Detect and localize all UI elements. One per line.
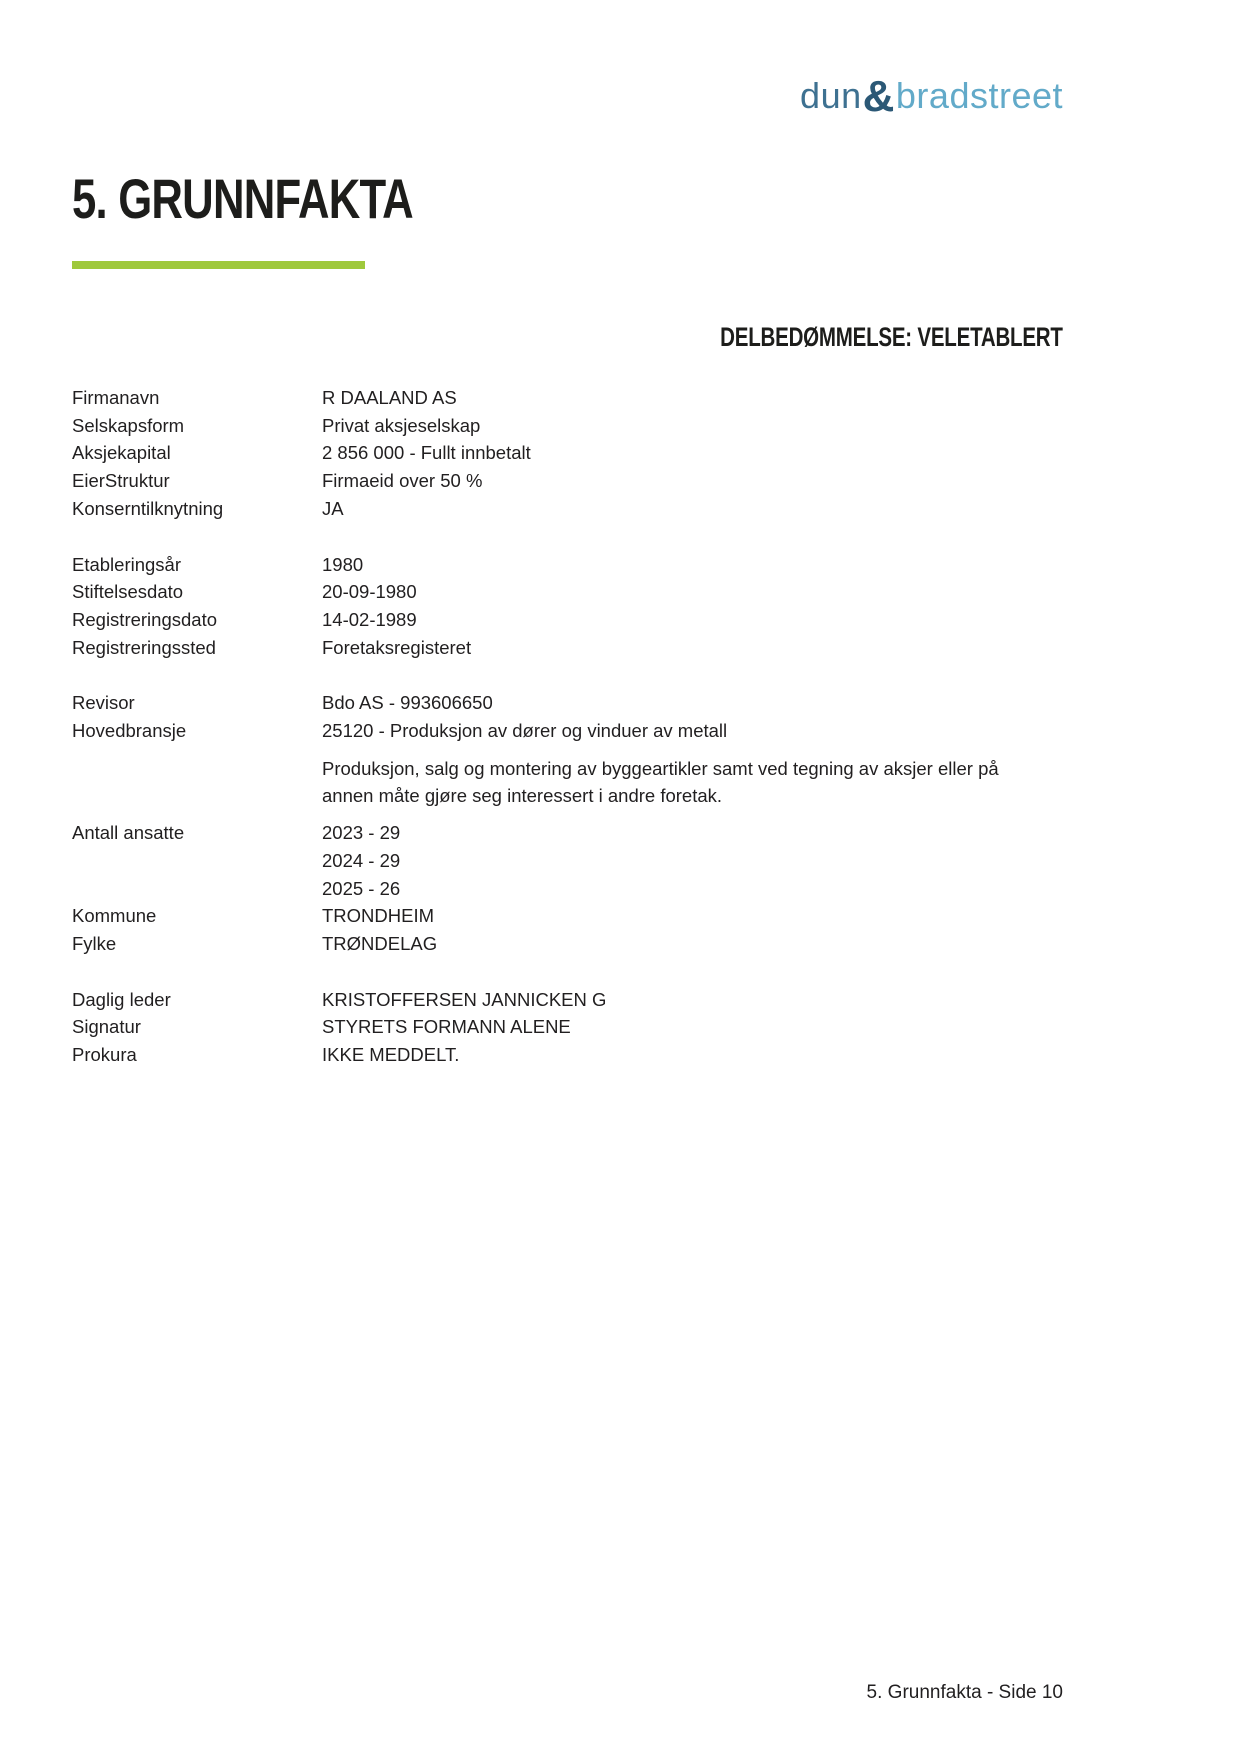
- field-label: Kommune: [72, 905, 157, 927]
- logo-text-dun: dun: [800, 75, 862, 116]
- field-value: 20-09-1980: [322, 581, 417, 603]
- field-row: [72, 606, 1101, 634]
- field-values: [322, 495, 1101, 523]
- field-value: R DAALAND AS: [322, 387, 457, 408]
- field-row: [72, 986, 1101, 1014]
- field-row: [72, 1013, 1101, 1041]
- field-values: [322, 439, 1101, 467]
- field-value: 1980: [322, 553, 364, 575]
- field-row: [72, 412, 1101, 440]
- field-value: Foretaksregisteret: [322, 636, 472, 658]
- field-label: Registreringssted: [72, 636, 216, 658]
- page-title: 5. GRUNNFAKTA: [72, 167, 413, 230]
- field-label: Etableringsår: [72, 553, 182, 575]
- field-value: 25120 - Produksjon av dører og vinduer av metall: [322, 720, 728, 742]
- field-row: [72, 819, 1101, 902]
- field-value: STYRETS FORMANN ALENE: [322, 1016, 571, 1038]
- field-row: [72, 439, 1101, 467]
- field-values: [322, 634, 1101, 662]
- field-label: Daglig leder: [72, 988, 171, 1010]
- field-values: [322, 930, 1101, 958]
- logo-text-bradstreet: bradstreet: [895, 75, 1063, 116]
- field-label: Hovedbransje: [72, 720, 187, 742]
- field-value: TRØNDELAG: [322, 932, 438, 954]
- field-values: [322, 606, 1101, 634]
- field-value: 14-02-1989: [322, 608, 417, 630]
- field-value: Privat aksjeselskap: [322, 414, 481, 436]
- field-values: [322, 819, 1101, 902]
- field-value: KRISTOFFERSEN JANNICKEN G: [322, 988, 607, 1010]
- field-label: Registreringsdato: [72, 608, 217, 630]
- page-footer: 5. Grunnfakta - Side 10: [866, 1682, 1063, 1703]
- field-values: [322, 1013, 1101, 1041]
- field-value: IKKE MEDDELT.: [322, 1044, 460, 1066]
- field-values: [322, 986, 1101, 1014]
- field-label: Selskapsform: [72, 414, 185, 436]
- field-label: Aksjekapital: [72, 442, 171, 464]
- field-value: Firmaeid over 50 %: [322, 470, 483, 492]
- field-value: 2024 - 29: [322, 849, 401, 871]
- field-row: [72, 578, 1101, 606]
- logo-ampersand-icon: &: [862, 72, 895, 121]
- field-row: [72, 930, 1101, 958]
- field-group-4: [72, 986, 1101, 1069]
- field-label: Konserntilknytning: [72, 497, 224, 519]
- dun-and-bradstreet-logo: [800, 72, 1063, 121]
- field-row: [72, 1041, 1101, 1069]
- industry-description-row: [72, 755, 1101, 810]
- field-values: [322, 902, 1101, 930]
- field-value: 2025 - 26: [322, 877, 401, 899]
- field-row: [72, 689, 1101, 717]
- field-row: [72, 717, 1101, 745]
- field-row: [72, 634, 1101, 662]
- field-label: Antall ansatte: [72, 822, 185, 844]
- assessment-heading: DELBEDØMMELSE: VELETABLERT: [720, 322, 1063, 352]
- field-values: [322, 551, 1101, 579]
- fact-field-list: [72, 384, 1101, 1069]
- field-values: [322, 384, 1101, 412]
- field-row: [72, 551, 1101, 579]
- field-label: Fylke: [72, 932, 117, 954]
- field-value: Bdo AS - 993606650: [322, 692, 493, 714]
- field-values: [322, 1041, 1101, 1069]
- field-value: TRONDHEIM: [322, 905, 435, 927]
- field-group-3: [72, 689, 1101, 957]
- field-values: [322, 689, 1101, 717]
- field-label: Firmanavn: [72, 387, 160, 408]
- field-row: [72, 467, 1101, 495]
- field-group-1: [72, 384, 1101, 523]
- field-group-2: [72, 551, 1101, 662]
- field-label: EierStruktur: [72, 470, 170, 492]
- field-label: Stiftelsesdato: [72, 581, 184, 603]
- field-label: Revisor: [72, 692, 135, 714]
- field-value: Produksjon, salg og montering av byggeartikler samt ved tegning av aksjer eller på annen måte gjøre seg interessert i andre foretak.: [322, 757, 999, 807]
- field-row: [72, 495, 1101, 523]
- field-row: [72, 902, 1101, 930]
- field-label: Prokura: [72, 1044, 137, 1066]
- title-accent-bar: [72, 261, 365, 269]
- field-value: JA: [322, 497, 344, 519]
- field-values: [322, 467, 1101, 495]
- field-values: [322, 412, 1101, 440]
- field-value: 2023 - 29: [322, 822, 401, 844]
- field-values: [322, 578, 1101, 606]
- field-label: Signatur: [72, 1016, 141, 1038]
- field-values: [322, 717, 1101, 745]
- field-row: [72, 384, 1101, 412]
- field-values: [322, 755, 1022, 810]
- field-value: 2 856 000 - Fullt innbetalt: [322, 442, 531, 464]
